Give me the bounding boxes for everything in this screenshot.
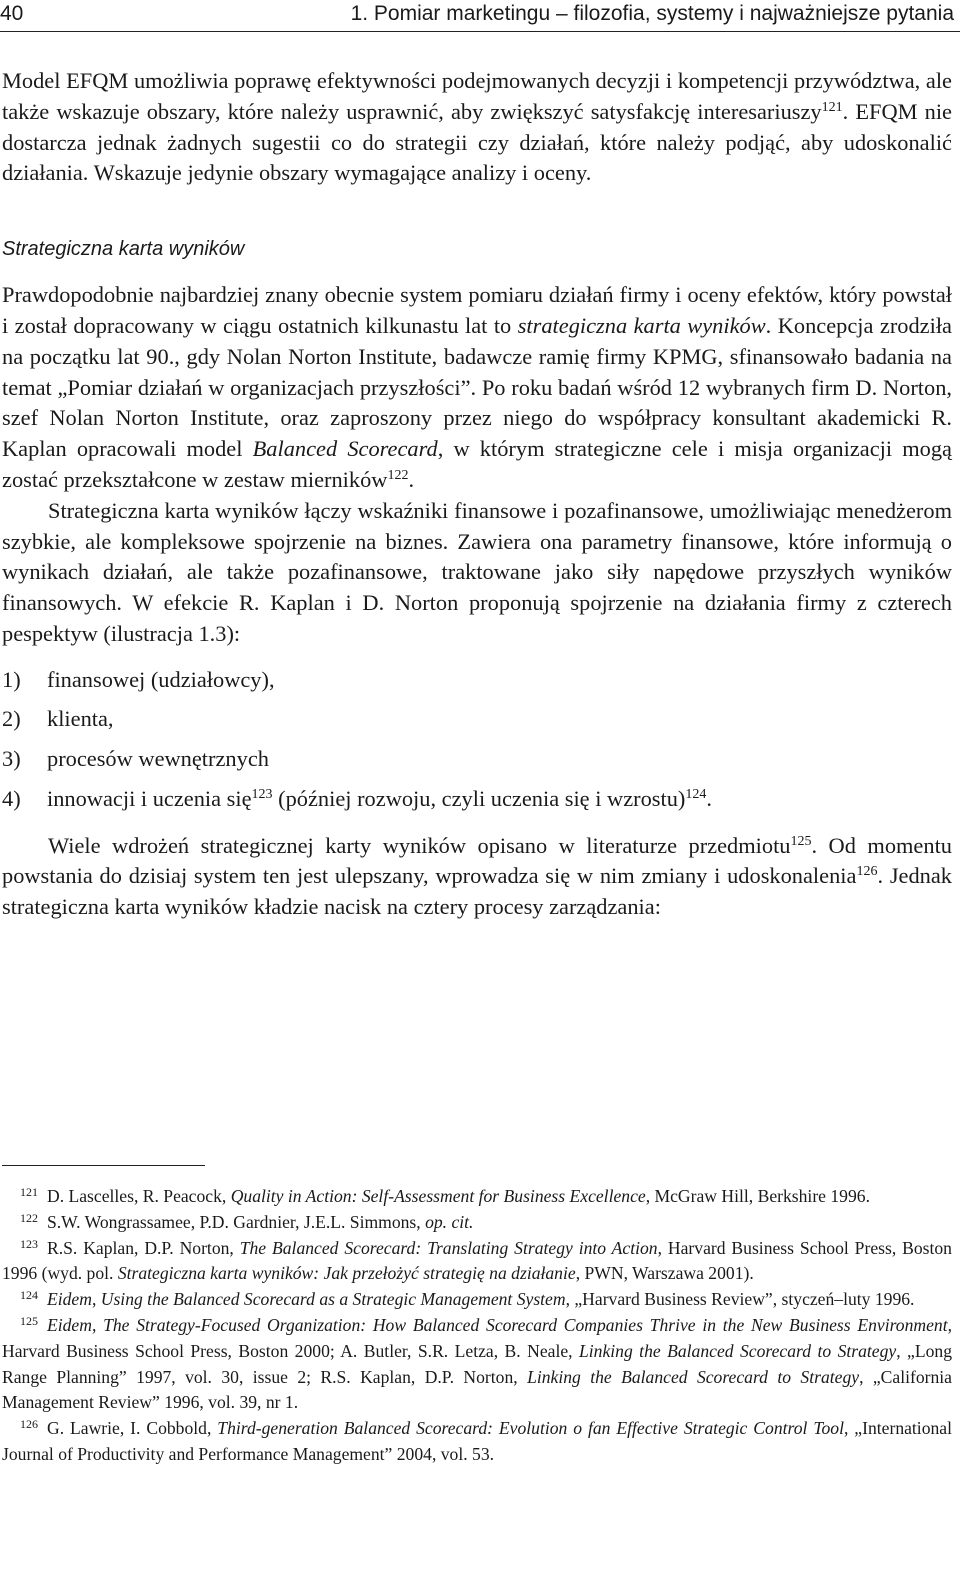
- footnote-126: $^{126}$ G. Lawrie, I. Cobbold, Third-generation Balanced Scorecard: Evolution o fan Effective Strategic Control Tool, „International Journal of Productivity and Performance Management” 2004, vol. 53.: [2, 1417, 952, 1464]
- list-item: 4) innowacji i uczenia się$^{123}$ (później rozwoju, czyli uczenia się i wzrostu)$^{124}$.: [2, 785, 712, 811]
- section-heading: Strategiczna karta wyników: [2, 238, 245, 261]
- footnote-ref[interactable]: 121: [821, 99, 843, 115]
- footnotes: [2, 1184, 952, 1468]
- paragraph: Wiele wdrożeń strategicznej karty wyników opisano w literaturze przedmiotu$^{125}$. Od momentu powstania do dzisiaj system ten jest ulepszany, wprowadza się w nim zmiany i udoskonalenia$^{126}$. Jednak strategiczna karta wyników kładzie nacisk na cztery procesy zarządzania:: [2, 832, 952, 920]
- header-rule: [0, 31, 960, 32]
- list-item: 1) finansowej (udziałowcy),: [2, 666, 275, 692]
- footnote-ref[interactable]: 126: [856, 864, 878, 880]
- footnote-122: $^{122}$ S.W. Wongrassamee, P.D. Gardnier, J.E.L. Simmons, op. cit.: [20, 1210, 474, 1232]
- main-text: [2, 66, 952, 923]
- list-item: 3) procesów wewnętrznych: [2, 746, 269, 772]
- list-item: 2) klienta,: [2, 706, 114, 732]
- paragraph: Prawdopodobnie najbardziej znany obecnie system pomiaru działań firmy i oceny efektów, który powstał i został dopracowany w ciągu ostatnich kilkunastu lat to strategiczna karta wyników. Koncepcja zrodziła na początku lat 90., gdy Nolan Norton Institute, badawcze ramię firmy KPMG, sfinansowało badania na temat „Pomiar działań w organizacjach przyszłości”. Po roku badań wśród 12 wybranych firm D. Norton, szef Nolan Norton Institute, oraz zaproszony przez niego do współpracy konsultant akademicki R. Kaplan opracowali model Balanced Scorecard, w którym strategiczne cele i misja organizacji mogą zostać przekształcone w zestaw mierników$^{122}$.: [2, 282, 952, 492]
- running-title: 1. Pomiar marketingu – filozofia, systemy i najważniejsze pytania: [350, 2, 954, 25]
- intro-paragraph: Model EFQM umożliwia poprawę efektywności podejmowanych decyzji i kompetencji przywództwa, ale także wskazuje obszary, które należy usprawnić, aby zwiększyć satysfakcję interesariuszy$^{121}$. EFQM nie dostarcza jednak żadnych sugestii co do strategii czy działań, które należy podjąć, aby udoskonalić działania. Wskazuje jedynie obszary wymagające analizy i oceny.: [2, 68, 952, 186]
- footnote-ref[interactable]: 122: [387, 467, 409, 483]
- footnote-ref[interactable]: 124: [685, 786, 707, 802]
- perspectives-list: [2, 660, 952, 819]
- footnote-ref[interactable]: 125: [790, 833, 812, 849]
- footnote-ref[interactable]: 123: [251, 786, 273, 802]
- page-header: [0, 0, 960, 31]
- footnote-124: $^{124}$ Eidem, Using the Balanced Scorecard as a Strategic Management System, „Harvard Business Review”, styczeń–luty 1996.: [20, 1288, 915, 1310]
- footnote-125: $^{125}$ Eidem, The Strategy-Focused Organization: How Balanced Scorecard Companies Thrive in the New Business Environment, Harvard Business School Press, Boston 2000; A. Butler, S.R. Letza, B. Neale, Linking the Balanced Scorecard to Strategy, „Long Range Planning” 1997, vol. 30, issue 2; R.S. Kaplan, D.P. Norton, Linking the Balanced Scorecard to Strategy, „California Management Review” 1996, vol. 39, nr 1.: [2, 1313, 952, 1413]
- footnote-121: $^{121}$ D. Lascelles, R. Peacock, Quality in Action: Self-Assessment for Business Excellence, McGraw Hill, Berkshire 1996.: [20, 1185, 870, 1206]
- page-number: 40: [0, 2, 24, 25]
- paragraph: Strategiczna karta wyników łączy wskaźniki finansowe i pozafinansowe, umożliwiając menedżerom szybkie, ale kompleksowe spojrzenie na biznes. Zawiera ona parametry finansowe, które informują o wynikach działań, ale także pozafinansowe, traktowane jako siły napędowe przyszłych wyników finansowych. W efekcie R. Kaplan i D. Norton proponują spojrzenie na działania firmy z czterech pespektyw (ilustracja 1.3):: [2, 497, 952, 646]
- footnote-123: $^{123}$ R.S. Kaplan, D.P. Norton, The Balanced Scorecard: Translating Strategy into Action, Harvard Business School Press, Boston 1996 (wyd. pol. Strategiczna karta wyników: Jak przełożyć strategię na działanie, PWN, Warszawa 2001).: [2, 1236, 952, 1284]
- footnote-rule: [2, 1165, 205, 1166]
